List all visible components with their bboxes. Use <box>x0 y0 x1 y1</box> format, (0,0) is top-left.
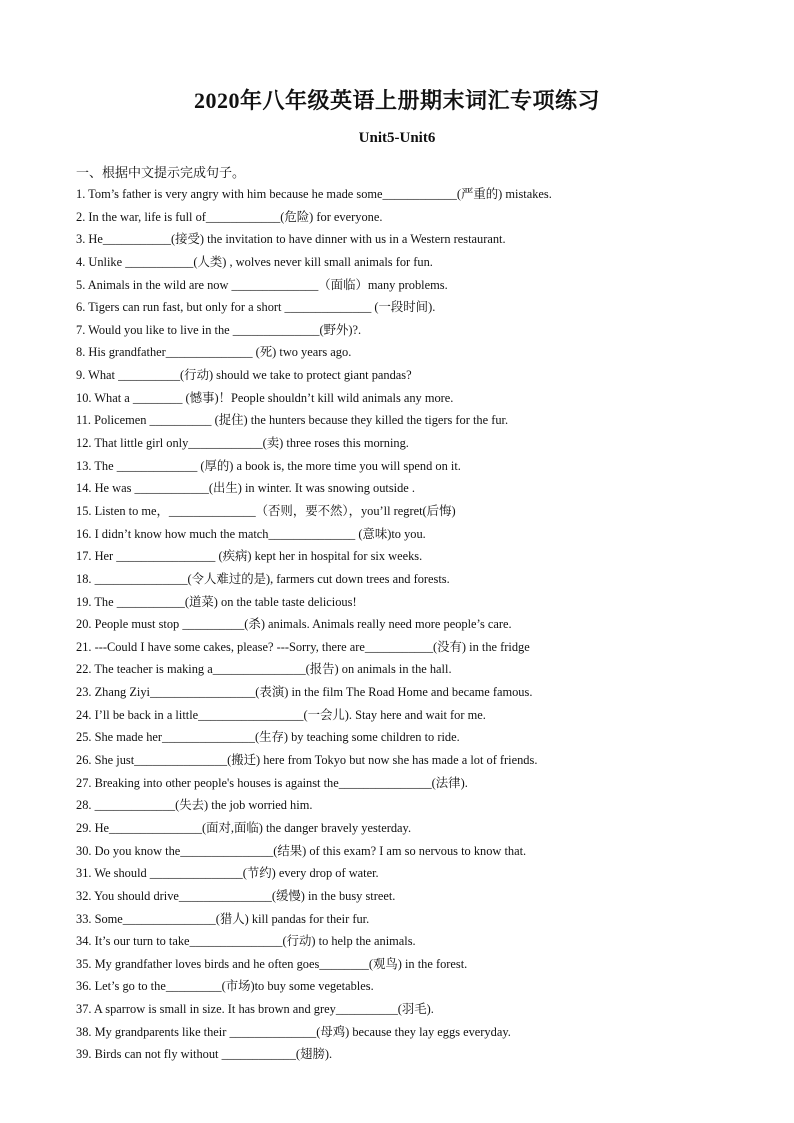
exercise-item-text: 12. That little girl only____________(卖) three roses this morning. <box>76 436 409 451</box>
exercise-item <box>76 253 726 276</box>
exercise-item <box>76 955 726 978</box>
exercise-item <box>76 728 726 751</box>
exercise-item <box>76 887 726 910</box>
exercise-item-text: 5. Animals in the wild are now ______________（面临）many problems. <box>76 277 448 292</box>
exercise-item-text: 35. My grandfather loves birds and he often goes________(观鸟) in the forest. <box>76 956 468 971</box>
document-title: 2020年八年级英语上册期末词汇专项练习 <box>193 88 600 113</box>
exercise-item <box>76 593 726 616</box>
exercise-item-text: 14. He was ____________(出生) in winter. It was snowing outside . <box>76 481 415 496</box>
exercise-list <box>76 185 726 1068</box>
exercise-item-text: 11. Policemen __________ (捉住) the hunters because they killed the tigers for the fur. <box>76 413 509 428</box>
exercise-item-text: 34. It’s our turn to take_______________(行动) to help the animals. <box>76 934 416 949</box>
exercise-item <box>76 547 726 570</box>
exercise-item <box>76 570 726 593</box>
exercise-item <box>76 185 726 208</box>
exercise-item-text: 9. What __________(行动) should we take to protect giant pandas? <box>76 368 412 383</box>
exercise-item <box>76 638 726 661</box>
exercise-item <box>76 366 726 389</box>
exercise-item-text: 25. She made her_______________(生存) by teaching some children to ride. <box>76 730 460 745</box>
exercise-item <box>76 1000 726 1023</box>
exercise-item <box>76 842 726 865</box>
exercise-item <box>76 230 726 253</box>
exercise-item <box>76 932 726 955</box>
exercise-item <box>76 774 726 797</box>
exercise-item-text: 27. Breaking into other people's houses is against the_______________(法律). <box>76 775 468 790</box>
exercise-item-text: 23. Zhang Ziyi_________________(表演) in the film The Road Home and became famous. <box>76 685 533 700</box>
exercise-item-text: 19. The ___________(道菜) on the table taste delicious! <box>76 594 357 609</box>
exercise-item-text: 8. His grandfather______________ (死) two years ago. <box>76 345 352 360</box>
exercise-item <box>76 977 726 1000</box>
exercise-item <box>76 660 726 683</box>
exercise-item <box>76 819 726 842</box>
exercise-item-text: 17. Her ________________ (疾病) kept her in hospital for six weeks. <box>76 549 423 564</box>
exercise-item <box>76 796 726 819</box>
exercise-item <box>76 457 726 480</box>
exercise-item <box>76 411 726 434</box>
exercise-item <box>76 321 726 344</box>
exercise-item-text: 1. Tom’s father is very angry with him because he made some____________(严重的) mistakes. <box>76 187 552 201</box>
exercise-item-text: 15. Listen to me，______________（否则，要不然），you’ll regret(后悔) <box>76 503 456 518</box>
exercise-item <box>76 389 726 412</box>
exercise-item <box>76 479 726 502</box>
exercise-item <box>76 615 726 638</box>
exercise-item-text: 31. We should _______________(节约) every drop of water. <box>76 866 379 881</box>
exercise-item <box>76 276 726 299</box>
exercise-item-text: 32. You should drive_______________(缓慢) in the busy street. <box>76 888 396 903</box>
exercise-item <box>76 683 726 706</box>
document-subtitle: Unit5-Unit6 <box>358 130 436 146</box>
exercise-item <box>76 525 726 548</box>
exercise-item-text: 20. People must stop __________(杀) animals. Animals really need more people’s care. <box>76 617 512 632</box>
exercise-item <box>76 434 726 457</box>
exercise-item-text: 28. _____________(失去) the job worried him. <box>76 798 313 813</box>
exercise-item-text: 26. She just_______________(搬迁) here from Tokyo but now she has made a lot of friends. <box>76 753 538 768</box>
exercise-item-text: 3. He___________(接受) the invitation to have dinner with us in a Western restaurant. <box>76 232 506 247</box>
section-heading: 一、根据中文提示完成句子。 <box>76 166 246 181</box>
exercise-item <box>76 208 726 231</box>
exercise-item-text: 4. Unlike ___________(人类) , wolves never kill small animals for fun. <box>76 254 433 269</box>
exercise-item-text: 21. ---Could I have some cakes, please? ---Sorry, there are___________(没有) in the fridge <box>76 639 530 654</box>
exercise-item-text: 37. A sparrow is small in size. It has brown and grey__________(羽毛). <box>76 1002 434 1017</box>
exercise-item-text: 13. The _____________ (厚的) a book is, the more time you will spend on it. <box>76 458 461 473</box>
exercise-item-text: 38. My grandparents like their ______________(母鸡) because they lay eggs everyday. <box>76 1024 511 1039</box>
exercise-item-text: 18. _______________(令人难过的是), farmers cut down trees and forests. <box>76 571 450 586</box>
exercise-item-text: 36. Let’s go to the_________(市场)to buy some vegetables. <box>76 979 374 994</box>
exercise-item-text: 7. Would you like to live in the ______________(野外)?. <box>76 322 362 337</box>
exercise-item-text: 16. I didn’t know how much the match______________ (意味)to you. <box>76 526 426 541</box>
exercise-item-text: 10. What a ________ (憾事)！People shouldn’t kill wild animals any more. <box>76 390 454 405</box>
exercise-item <box>76 864 726 887</box>
exercise-item-text: 30. Do you know the_______________(结果) of this exam? I am so nervous to know that. <box>76 843 527 858</box>
exercise-item <box>76 502 726 525</box>
exercise-item <box>76 751 726 774</box>
exercise-item-text: 33. Some_______________(猎人) kill pandas for their fur. <box>76 911 370 926</box>
exercise-item <box>76 1045 726 1068</box>
exercise-item-text: 29. He_______________(面对,面临) the danger bravely yesterday. <box>76 820 412 835</box>
exercise-item-text: 6. Tigers can run fast, but only for a short ______________ (一段时间). <box>76 300 436 315</box>
exercise-item <box>76 343 726 366</box>
exercise-item-text: 22. The teacher is making a_______________(报告) on animals in the hall. <box>76 662 452 677</box>
exercise-item-text: 24. I’ll be back in a little_________________(一会儿). Stay here and wait for me. <box>76 707 486 722</box>
exercise-item-text: 39. Birds can not fly without ____________(翅膀). <box>76 1047 333 1062</box>
exercise-item <box>76 298 726 321</box>
exercise-item <box>76 706 726 729</box>
exercise-item <box>76 1023 726 1046</box>
exercise-item-text: 2. In the war, life is full of____________(危险) for everyone. <box>76 209 383 224</box>
exercise-item <box>76 910 726 933</box>
